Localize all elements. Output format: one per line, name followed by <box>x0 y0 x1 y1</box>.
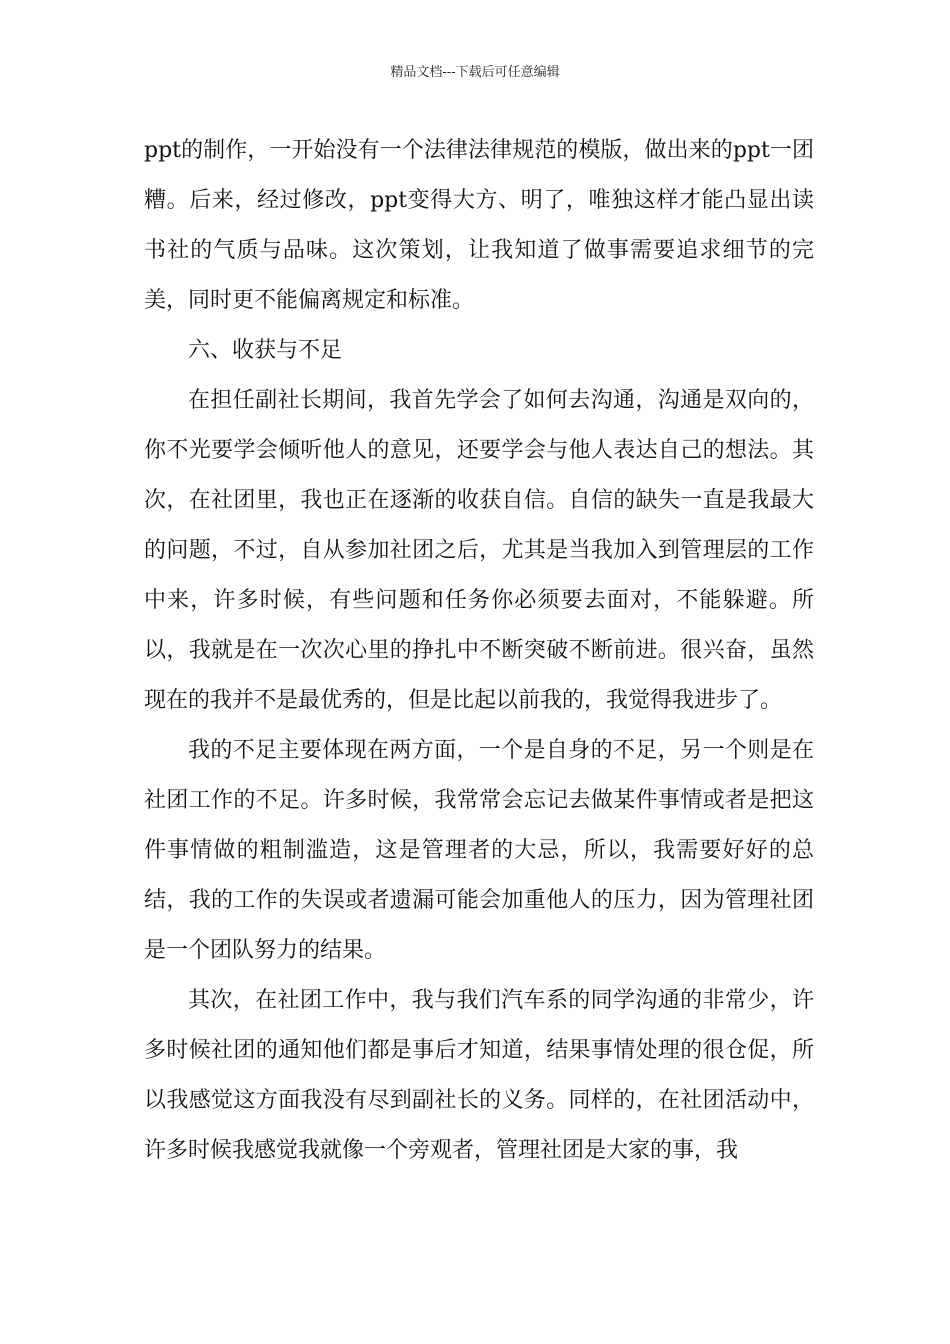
paragraph-shortcomings: 我的不足主要体现在两方面，一个是自身的不足，另一个则是在社团工作的不足。许多时候，我常常会忘记去做某件事情或者是把这件事情做的粗制滥造，这是管理者的大忌，所以，我需要好好的总结，我的工作的失误或者遗漏可能会加重他人的压力，因为管理社团是一个团队努力的结果。 <box>144 738 814 963</box>
paragraph-communication: 其次，在社团工作中，我与我们汽车系的同学沟通的非常少，许多时候社团的通知他们都是事后才知道，结果事情处理的很仓促，所以我感觉这方面我没有尽到副社长的义务。同样的，在社团活动中，许多时候我感觉我就像一个旁观者，管理社团是大家的事，我 <box>144 988 814 1163</box>
paragraph-ppt-production: ppt的制作，一开始没有一个法律法律规范的模版，做出来的ppt一团糟。后来，经过修改，ppt变得大方、明了，唯独这样才能凸显出读书社的气质与品味。这次策划，让我知道了做事需要追求细节的完美，同时更不能偏离规定和标准。 <box>144 138 814 313</box>
document-body <box>144 126 814 1176</box>
section-heading-gains-and-shortcomings: 六、收获与不足 <box>188 338 343 363</box>
paragraph-gains: 在担任副社长期间，我首先学会了如何去沟通，沟通是双向的，你不光要学会倾听他人的意见，还要学会与他人表达自己的想法。其次，在社团里，我也正在逐渐的收获自信。自信的缺失一直是我最大的问题，不过，自从参加社团之后，尤其是当我加入到管理层的工作中来，许多时候，有些问题和任务你必须要去面对，不能躲避。所以，我就是在一次次心里的挣扎中不断突破不断前进。很兴奋，虽然现在的我并不是最优秀的，但是比起以前我的，我觉得我进步了。 <box>144 388 814 713</box>
page-header: 精品文档---下载后可任意编辑 <box>390 65 560 80</box>
